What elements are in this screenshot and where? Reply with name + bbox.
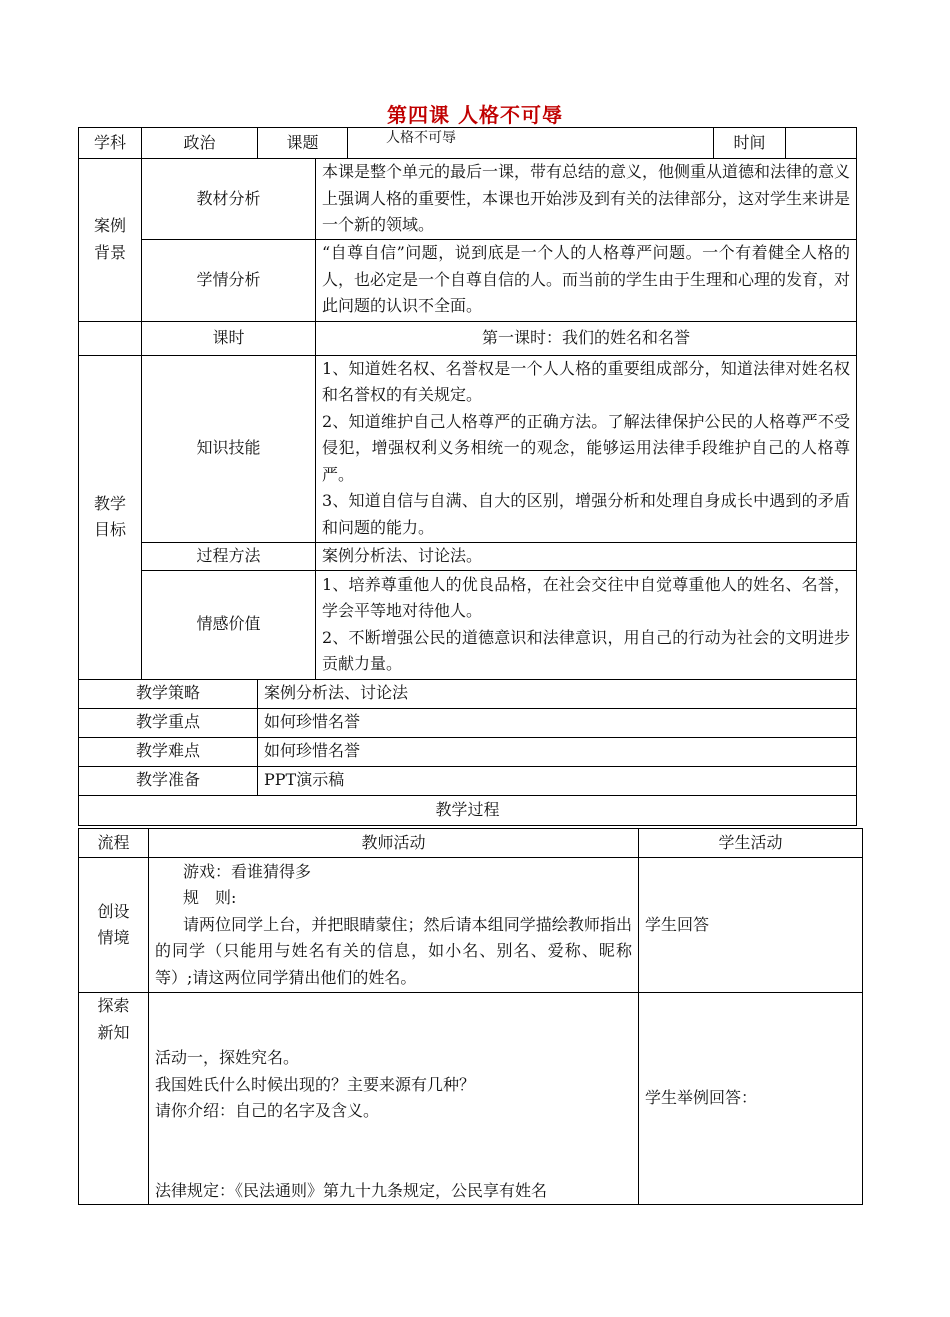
- time-value: [786, 128, 857, 159]
- student-analysis-text: “自尊自信”问题，说到底是一个人的人格尊严问题。一个有着健全人格的人，也必定是一个自尊自信的人。而当前的学生由于生理和心理的发育，对此问题的认识不全面。: [316, 239, 857, 321]
- teaching-process-title: 教学过程: [79, 795, 857, 825]
- student-activity-example: 学生举例回答：: [639, 993, 863, 1205]
- difficulty-label: 教学难点: [79, 737, 258, 766]
- lesson-info-table: [78, 127, 857, 826]
- emotion-label: 情感价值: [142, 570, 316, 679]
- knowledge-label: 知识技能: [142, 355, 316, 542]
- teacher-activity-game: [149, 858, 639, 993]
- subject-label: 学科: [79, 128, 142, 159]
- student-activity-header: 学生活动: [639, 829, 863, 858]
- flow-header: 流程: [79, 829, 149, 858]
- game-rules-label: 规 则:: [183, 888, 237, 908]
- activity-one-prompt: 请你介绍：自己的名字及含义。: [155, 1101, 380, 1120]
- strategy-value: 案例分析法、讨论法: [258, 679, 857, 708]
- topic-label: 课题: [258, 128, 348, 159]
- teacher-activity-explore: [149, 993, 639, 1205]
- difficulty-value: 如何珍惜名誉: [258, 737, 857, 766]
- topic-value: 人格不可辱: [348, 128, 714, 159]
- objectives-label: 教学目标: [79, 355, 142, 679]
- lesson-label: 课时: [142, 321, 316, 355]
- lesson-blank-cell: [79, 321, 142, 355]
- preparation-value: PPT演示稿: [258, 766, 857, 795]
- preparation-label: 教学准备: [79, 766, 258, 795]
- textbook-analysis-text: 本课是整个单元的最后一课，带有总结的意义，他侧重从道德和法律的意义上强调人格的重要性，本课也开始涉及到有关的法律部分，这对学生来讲是一个新的领域。: [316, 159, 857, 240]
- flow-create-situation: 创设情境: [79, 858, 149, 993]
- activity-one-question: 我国姓氏什么时候出现的？主要来源有几种？: [155, 1074, 476, 1094]
- textbook-analysis-label: 教材分析: [142, 159, 316, 240]
- time-label: 时间: [714, 128, 786, 159]
- game-title: 游戏：看谁猜得多: [183, 861, 312, 881]
- student-analysis-label: 学情分析: [142, 239, 316, 321]
- knowledge-item: 1、知道姓名权、名誉权是一个人人格的重要组成部分，知道法律对姓名权和名誉权的有关规定。: [322, 358, 851, 405]
- game-rules-text: 请两位同学上台，并把眼睛蒙住；然后请本组同学描绘教师指出的同学（只能用与姓名有关的信息，如小名、别名、爱称、昵称等）;请这两位同学猜出他们的姓名。: [155, 914, 632, 987]
- teaching-process-table: [78, 828, 863, 1205]
- emotion-item: 2、不断增强公民的道德意识和法律意识，用自己的行动为社会的文明进步贡献力量。: [322, 627, 851, 673]
- process-method-label: 过程方法: [142, 542, 316, 570]
- flow-explore: 探索新知: [79, 993, 149, 1205]
- process-method-text: 案例分析法、讨论法。: [316, 542, 857, 570]
- emotion-text: [316, 570, 857, 679]
- knowledge-text: [316, 355, 857, 542]
- student-activity-answer: 学生回答: [639, 858, 863, 993]
- activity-one-title: 活动一，探姓究名。: [155, 1048, 300, 1067]
- case-background-label: 案例背景: [79, 159, 142, 322]
- knowledge-item: 3、知道自信与自满、自大的区别，增强分析和处理自身成长中遇到的矛盾和问题的能力。: [322, 491, 851, 537]
- lesson-value: 第一课时：我们的姓名和名誉: [316, 321, 857, 355]
- teacher-activity-header: 教师活动: [149, 829, 639, 858]
- key-point-value: 如何珍惜名誉: [258, 708, 857, 737]
- strategy-label: 教学策略: [79, 679, 258, 708]
- page-title: 第四课 人格不可辱: [387, 103, 563, 127]
- key-point-label: 教学重点: [79, 708, 258, 737]
- subject-value: 政治: [142, 128, 258, 159]
- law-provision: 法律规定：《民法通则》第九十九条规定，公民享有姓名: [155, 1180, 548, 1200]
- emotion-item: 1、培养尊重他人的优良品格，在社会交往中自觉尊重他人的姓名、名誉，学会平等地对待他人。: [322, 574, 851, 620]
- knowledge-item: 2、知道维护自己人格尊严的正确方法。了解法律保护公民的人格尊严不受侵犯，增强权利义务相统一的观念，能够运用法律手段维护自己的人格尊严。: [322, 411, 851, 484]
